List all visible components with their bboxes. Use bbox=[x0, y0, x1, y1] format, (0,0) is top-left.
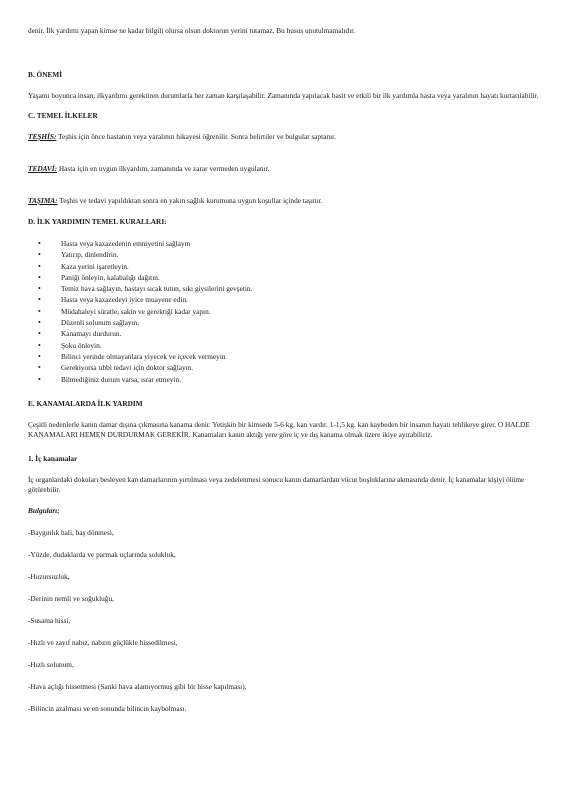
section-e-heading: E. KANAMALARDA İLK YARDIM bbox=[28, 398, 143, 408]
list-item: • Müdahaleyi süratle, sakin ve gerektiği kadar yapın. bbox=[28, 306, 540, 317]
bulgu-item: -Derinin nemli ve soğukluğu, bbox=[28, 593, 114, 603]
list-item: • Paniği önleyin, kalabalığı dağıtın. bbox=[28, 272, 540, 283]
tedavi-paragraph bbox=[28, 164, 540, 174]
list-item: • Düzenli solunum sağlayın. bbox=[28, 317, 540, 328]
section-b-heading: B. ÖNEMİ bbox=[28, 70, 63, 79]
bulgu-item: -Bilincin azalması ve en sonunda bilincin kaybolması. bbox=[28, 703, 187, 713]
bulgu-item: -Huzursuzluk, bbox=[28, 571, 70, 581]
section-e-paragraph: Çeşitli nedenlerle kanın damar dışına çıkmasına kanama denir. Yetişkin bir kimsede 5-6 kg. kan vardır. 1-1,5 kg. kan kaybeden bir insanın hayatı tehlikeye girer. O HALDE KANAMALARI HEMEN DURDURMAK GEREKİR. Kanamaları kanın aktığı yere göre iç ve dış kanama olmak üzere ikiye ayırabiliriz. bbox=[28, 419, 530, 439]
teshis-text: Teşhis için önce hastanın veya yaralının hikayesi öğrenilir. Sonra belirtiler ve bulgular saptanır. bbox=[56, 132, 336, 141]
bulgu-item: -Baygınlık hali, baş dönmesi, bbox=[28, 527, 114, 537]
list-item: • Hasta veya kazazedenin emniyetini sağlayın bbox=[28, 238, 540, 249]
tedavi-text: Hasta için en uygun ilkyardım, zamanında ve zarar vermeden uygulanır. bbox=[57, 164, 270, 173]
teshis-label: TEŞHİS: bbox=[28, 132, 57, 141]
bulgular-label: Bulguları; bbox=[28, 505, 60, 515]
rules-list bbox=[28, 238, 540, 385]
list-item: • Yatırıp, dinlendirin. bbox=[28, 249, 540, 260]
bulgu-item: -Hava açlığı hissetmesi (Sanki hava alamıyormuş gibi bir hisse kapılması), bbox=[28, 681, 247, 691]
section-d-heading: D. İLK YARDIMIN TEMEL KURALLARI: bbox=[28, 217, 167, 226]
list-item: • Bilinci yerinde olmayanlara yiyecek ve içecek vermeyin bbox=[28, 351, 540, 362]
tedavi-label: TEDAVİ: bbox=[28, 164, 58, 173]
list-item: • Kanamayı durdurun. bbox=[28, 328, 540, 339]
bulgu-item: -Susama hissi, bbox=[28, 615, 71, 625]
bulgu-item: -Hızlı solunum, bbox=[28, 659, 74, 669]
teshis-paragraph bbox=[28, 132, 540, 142]
bulgu-item: -Hızlı ve zayıf nabız, nabzın güçlükle hissedilmesi, bbox=[28, 637, 178, 647]
ic-kanamalar-paragraph: İç organlardaki dokuları besleyen kan damarlarının yırtılması veya zedelenmesi sonucu kanın damarlardan vücut boşluklarına akmasında denir. İç kanamalar kişiyi ölüme götürebilir. bbox=[28, 474, 525, 494]
list-item: • Bilmediğiniz durum varsa, ısrar etmeyin. bbox=[28, 374, 540, 385]
bulgu-item: -Yüzde, dudaklarda ve parmak uçlarında solukluk, bbox=[28, 549, 176, 559]
list-item: • Kaza yerini işaretleyin. bbox=[28, 261, 540, 272]
section-b-paragraph: Yaşamı boyunca insan, ilkyardımı gerektiren durumlarla her zaman karşılaşabilir. Zamanında yapılacak basit ve etkili bir ilk yardımla hasta veya yaralının hayatı kurtarılabilir. bbox=[28, 91, 539, 100]
document-page bbox=[28, 26, 540, 714]
list-item: • Şoku önleyin. bbox=[28, 340, 540, 351]
section-c-heading: C. TEMEL İLKELER bbox=[28, 111, 98, 120]
list-item: • Temiz hava sağlayın, hastayı sıcak tutun, sıkı giysilerini gevşetin. bbox=[28, 283, 540, 294]
tasima-text: Teşhis ve tedavi yapıldıktan sonra en yakın sağlık kurumuna uygun koşullar içinde taşınır. bbox=[57, 196, 323, 205]
tasima-paragraph bbox=[28, 196, 540, 206]
list-item: • Gerekiyorsa tıbbi tedavi için doktor sağlayın. bbox=[28, 362, 540, 373]
intro-paragraph: denir. İlk yardımı yapan kimse ne kadar bilgili olursa olsun doktorun yerini tutamaz. Bu husus unutulmamalıdır. bbox=[28, 26, 356, 35]
list-item: • Hasta veya kazazedeyi iyice muayene edin. bbox=[28, 294, 540, 305]
tasima-label: TAŞIMA: bbox=[28, 196, 58, 205]
ic-kanamalar-heading: 1. İç kanamalar bbox=[28, 453, 78, 463]
